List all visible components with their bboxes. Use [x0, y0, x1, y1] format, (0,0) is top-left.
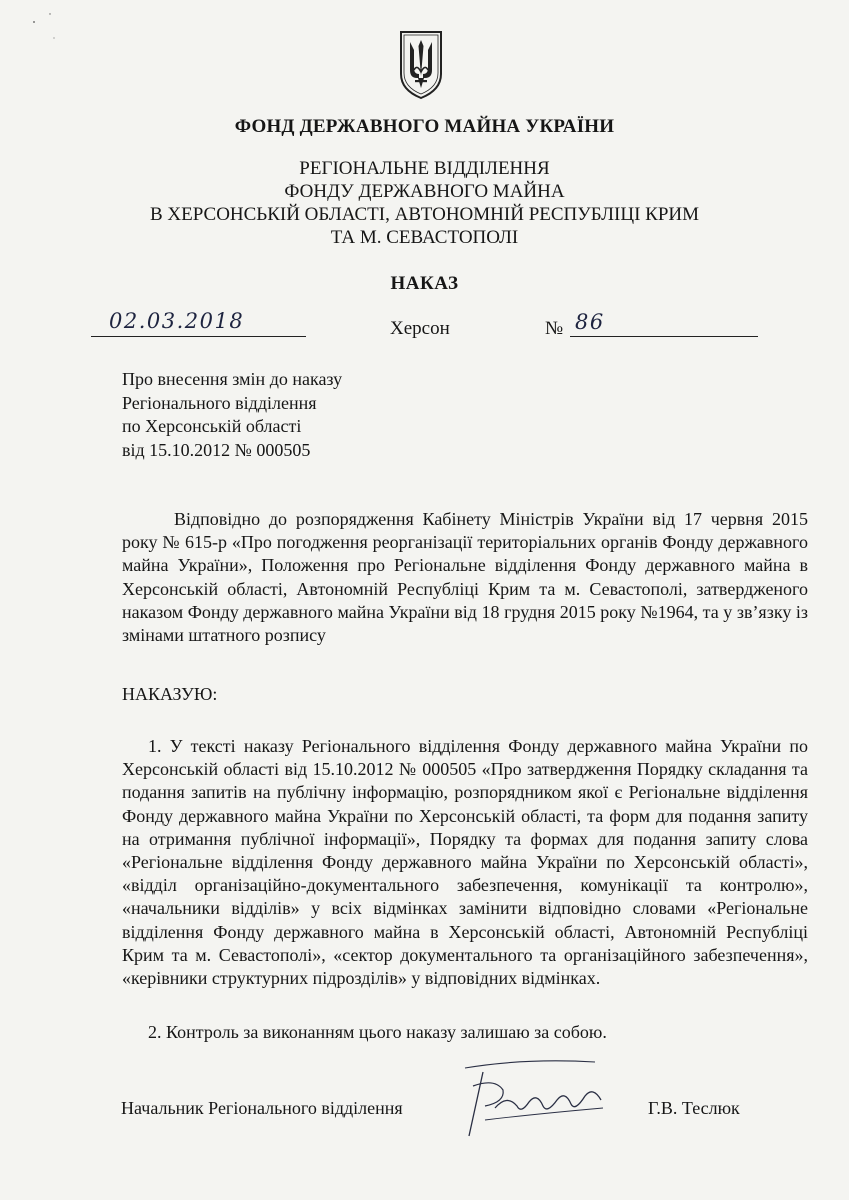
regional-office-line: РЕГІОНАЛЬНЕ ВІДДІЛЕННЯ: [299, 158, 550, 179]
regional-office-line: В ХЕРСОНСЬКІЙ ОБЛАСТІ, АВТОНОМНІЙ РЕСПУБЛІЦІ КРИМ: [149, 204, 700, 225]
preamble-paragraph: Відповідно до розпорядження Кабінету Міністрів України від 17 червня 2015 року № 615-р «Про погодження реорганізації територіальних органів Фонду державного майна України», Положення про Регіональне відділення Фонду державного майна в Херсонській області, Автономній Республіці Крим та м. Севастополі, затвердженого наказом Фонду державного майна України від 18 грудня 2015 року №1964, та у зв’язку із змінами штатного розпису: [122, 509, 808, 646]
trident-emblem-icon: [397, 28, 445, 100]
document-type-title: НАКАЗ: [390, 273, 459, 294]
regional-office-line: ТА М. СЕВАСТОПОЛІ: [330, 227, 519, 248]
signatory-name: Г.В. Теслюк: [648, 1098, 740, 1118]
subject-line: по Херсонській області: [122, 416, 302, 436]
regional-office-line: ФОНДУ ДЕРЖАВНОГО МАЙНА: [284, 181, 565, 202]
handwritten-number: 86: [575, 310, 605, 334]
number-sign: №: [545, 318, 564, 339]
subject-line: Регіонального відділення: [122, 392, 317, 413]
signatory-title: Начальник Регіонального відділення: [121, 1098, 403, 1118]
order-item-1: 1. У тексті наказу Регіонального відділення Фонду державного майна України по Херсонській області від 15.10.2012 № 000505 «Про затвердження Порядку складання та подання запитів на публічну інформацію, розпорядником якої є Регіональне відділення Фонду державного майна України по Херсонській області, та форм для подання запиту на отримання публічної інформації», Порядку та формах для подання запиту слова «Регіональне відділення Фонду державного майна України по Херсонській області», «відділ організаційно-документального забезпечення, комунікації та контролю», «начальники відділів» у всіх відмінках замінити відповідно словами «Регіональне відділення Фонду державного майна в Херсонській області, Автономній Республіці Крим та м. Севастополі», «сектор документального та організаційного забезпечення», «керівники структурних підрозділів» у відповідних відмінках.: [122, 736, 808, 989]
organization-name: ФОНД ДЕРЖАВНОГО МАЙНА УКРАЇНИ: [234, 116, 615, 137]
order-item-2: 2. Контроль за виконанням цього наказу залишаю за собою.: [148, 1022, 607, 1042]
handwritten-signature: [425, 1050, 625, 1160]
order-subject: [122, 368, 342, 462]
handwritten-date: 02.03.2018: [109, 309, 245, 333]
scan-artifact: [28, 8, 58, 48]
date-underline: [91, 336, 306, 337]
regional-office-block: [0, 157, 849, 249]
subject-line: від 15.10.2012 № 000505: [122, 439, 311, 460]
document-city: Херсон: [390, 318, 450, 339]
order-heading: НАКАЗУЮ:: [122, 684, 218, 704]
subject-line: Про внесення змін до наказу: [122, 369, 343, 389]
number-underline: [570, 336, 758, 337]
